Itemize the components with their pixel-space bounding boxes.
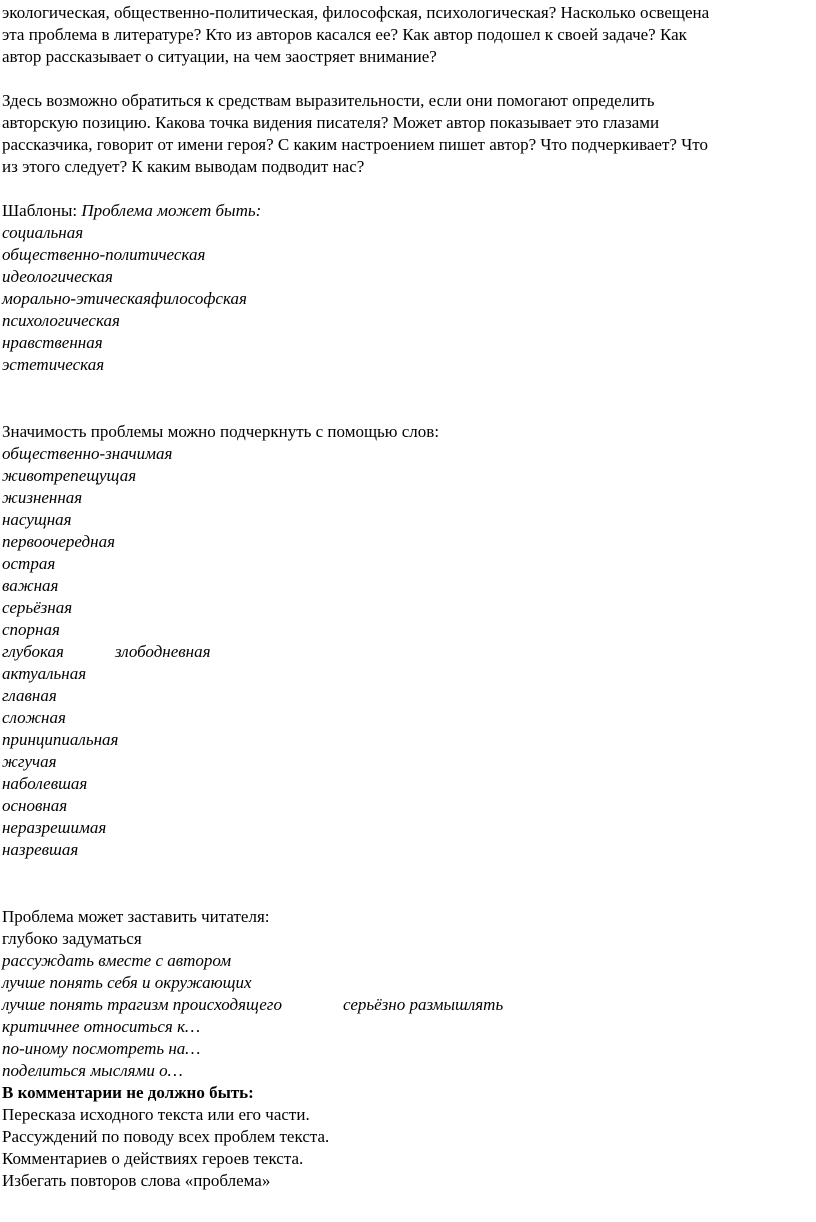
problem-type-item: психологическая — [2, 311, 120, 330]
prohibited-item: Избегать повторов слова «проблема» — [2, 1171, 271, 1190]
templates-heading-text: Проблема может быть: — [81, 201, 262, 220]
significance-item: наболевшая — [2, 774, 88, 793]
significance-item: неразрешимая — [2, 818, 107, 837]
prohibited-item: Комментариев о действиях героев текста. — [2, 1149, 304, 1168]
significance-item: главная — [2, 686, 57, 705]
reader-item: рассуждать вместе с автором — [2, 951, 232, 970]
problem-type-item: морально-этическаяфилософская — [2, 289, 247, 308]
significance-item: основная — [2, 796, 68, 815]
significance-item: спорная — [2, 620, 60, 639]
problem-type-item: общественно-политическая — [2, 245, 206, 264]
significance-item: животрепещущая — [2, 466, 137, 485]
problem-type-item: эстетическая — [2, 355, 105, 374]
significance-item: первоочередная — [2, 532, 115, 551]
para1-line-1: экологическая, общественно-политическая, философская, психологическая? Насколько освещена — [2, 3, 710, 22]
para2-line-2: авторскую позицию. Какова точка видения писателя? Может автор показывает это глазами — [2, 113, 660, 132]
para2-line-3: рассказчика, говорит от имени героя? С каким настроением пишет автор? Что подчеркивает? Что — [2, 135, 708, 154]
significance-item: общественно-значимая — [2, 444, 173, 463]
significance-item: острая — [2, 554, 56, 573]
significance-item: жгучая — [2, 752, 57, 771]
reader-item: лучше понять себя и окружающих — [2, 973, 252, 992]
significance-item: насущная — [2, 510, 72, 529]
reader-item: поделиться мыслями о… — [2, 1061, 183, 1080]
para2-line-4: из этого следует? К каким выводам подводит нас? — [2, 157, 365, 176]
significance-item: актуальная — [2, 664, 87, 683]
significance-pair-line — [2, 641, 402, 663]
para1-line-2: эта проблема в литературе? Кто из авторов касался ее? Как автор подошел к своей задаче? Как — [2, 25, 687, 44]
significance-item: важная — [2, 576, 59, 595]
reader-heading: Проблема может заставить читателя: — [2, 907, 270, 926]
significance-item: глубокая — [2, 642, 64, 661]
problem-type-item: нравственная — [2, 333, 103, 352]
significance-heading: Значимость проблемы можно подчеркнуть с помощью слов: — [2, 422, 440, 441]
problem-type-item: социальная — [2, 223, 84, 242]
prohibited-item: Пересказа исходного текста или его части. — [2, 1105, 310, 1124]
significance-item: назревшая — [2, 840, 79, 859]
reader-item: по-иному посмотреть на… — [2, 1039, 201, 1058]
para1-line-3: автор рассказывает о ситуации, на чем заостряет внимание? — [2, 47, 437, 66]
prohibited-heading: В комментарии не должно быть: — [2, 1083, 254, 1102]
para2-line-1: Здесь возможно обратиться к средствам выразительности, если они помогают определить — [2, 91, 655, 110]
reader-pair-line — [2, 994, 602, 1016]
templates-label: Шаблоны: — [2, 201, 82, 220]
reader-item: глубоко задуматься — [2, 929, 142, 948]
templates-heading — [2, 200, 261, 222]
problem-type-item: идеологическая — [2, 267, 113, 286]
prohibited-item: Рассуждений по поводу всех проблем текста. — [2, 1127, 330, 1146]
significance-item: принципиальная — [2, 730, 119, 749]
significance-item: злободневная — [115, 642, 211, 661]
reader-item: критичнее относиться к… — [2, 1017, 201, 1036]
reader-item: лучше понять трагизм происходящего — [2, 995, 282, 1014]
significance-item: жизненная — [2, 488, 83, 507]
significance-item: серьёзная — [2, 598, 73, 617]
significance-item: сложная — [2, 708, 66, 727]
reader-item: серьёзно размышлять — [343, 995, 504, 1014]
